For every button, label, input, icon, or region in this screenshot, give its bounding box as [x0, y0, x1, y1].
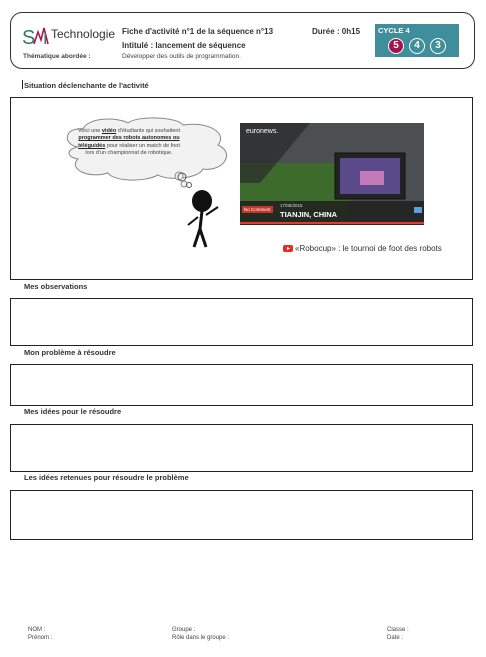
footer-role: Rôle dans le groupe : [172, 635, 230, 641]
thought-bubble-text: Voici une vidéo d'étudiants qui souhaitent programmer des robots autonomes ou téléguidés pour réaliser un match de foot lors d'un championnat de robotique. [78, 128, 180, 157]
cycle-label: CYCLE 4 [378, 26, 410, 35]
video-thumbnail[interactable] [240, 123, 424, 225]
svg-text:I: I [43, 31, 48, 48]
cycle-level-5: 5 [388, 38, 404, 54]
video-link[interactable]: vidéo [101, 128, 117, 134]
svg-text:S: S [22, 27, 36, 49]
fullscreen-icon[interactable] [414, 207, 422, 213]
thematique-text: Développer des outils de programmation. [122, 53, 241, 60]
observations-title: Mes observations [24, 282, 88, 291]
observations-box[interactable] [10, 298, 473, 346]
retenues-title: Les idées retenues pour résoudre le problème [24, 473, 189, 482]
footer-nom: NOM : [28, 627, 46, 633]
stick-figure-icon [170, 171, 220, 251]
video-caption: «Robocup» : le tournoi de foot des robots [295, 244, 442, 253]
idees-title: Mes idées pour le résoudre [24, 407, 122, 416]
video-date: 17/05/2015 [280, 203, 303, 208]
robots-link[interactable]: programmer des robots autonomes ou téléguidés [78, 135, 180, 149]
logo-text: Technologie [51, 27, 116, 41]
footer-date: Date : [387, 635, 404, 641]
footer-prenom: Prénom : [28, 635, 53, 641]
duree: Durée : 0h15 [312, 27, 361, 36]
text-cursor [22, 80, 23, 89]
thematique-label: Thématique abordée : [23, 53, 91, 60]
cycle-level-3: 3 [430, 38, 446, 54]
intitule: Intitulé : lancement de séquence [122, 41, 246, 50]
no-comment-tag: No Comment [244, 207, 271, 212]
fiche-title: Fiche d'activité n°1 de la séquence n°13 [122, 27, 274, 36]
euronews-brand: euronews. [246, 128, 279, 135]
cycle-level-4: 4 [409, 38, 425, 54]
probleme-box[interactable] [10, 364, 473, 406]
video-location: TIANJIN, CHINA [280, 210, 338, 219]
footer-groupe: Groupe : [172, 627, 196, 633]
situation-title: Situation déclenchante de l'activité [24, 81, 149, 90]
youtube-icon [283, 245, 293, 252]
retenues-box[interactable] [10, 490, 473, 540]
video-progress-bar[interactable] [240, 222, 424, 224]
footer-classe: Classe : [387, 627, 409, 633]
idees-box[interactable] [10, 424, 473, 472]
probleme-title: Mon problème à résoudre [24, 348, 116, 357]
